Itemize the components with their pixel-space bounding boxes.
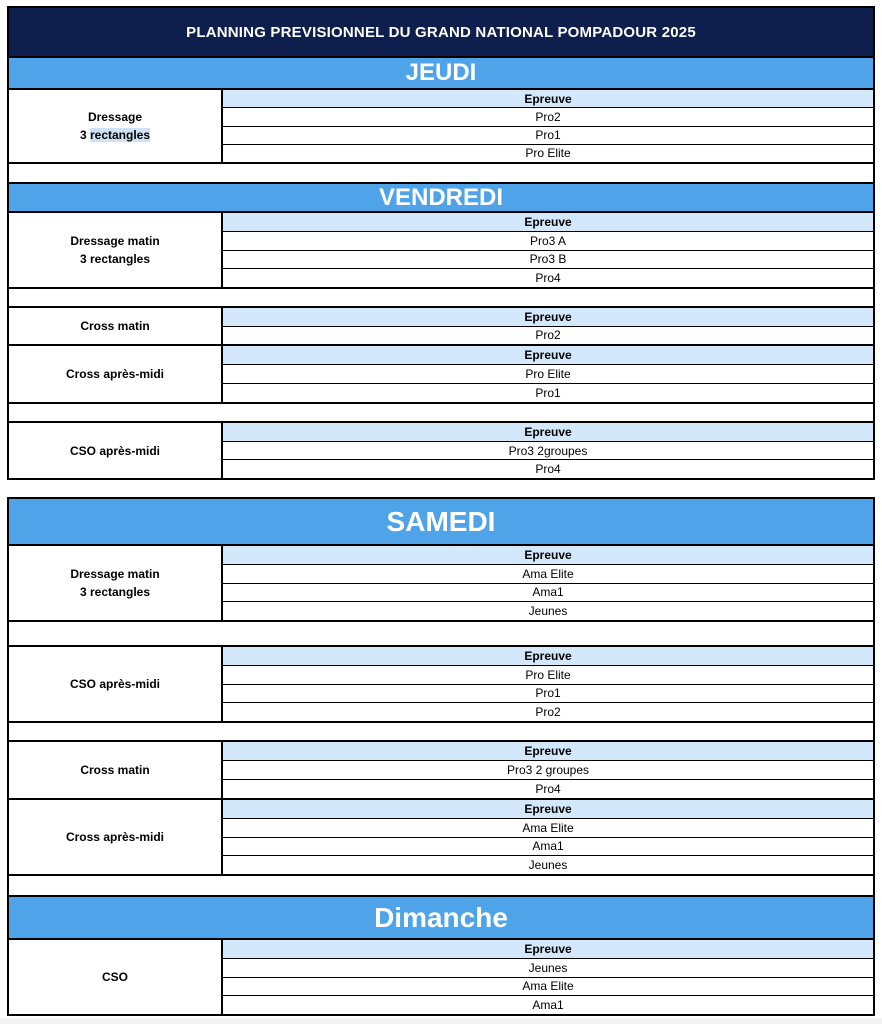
schedule-block-vendredi-cross-apres-midi (7, 344, 875, 404)
discipline-name: Cross après-midi (65, 367, 165, 381)
day-header-samedi: SAMEDI (7, 497, 875, 545)
event-row: Jeunes (223, 958, 873, 977)
day-header-jeudi: JEUDI (7, 58, 875, 88)
discipline-name: CSO après-midi (69, 677, 161, 691)
event-row: Ama1 (223, 837, 873, 856)
event-row: Pro1 (223, 126, 873, 144)
discipline-label (9, 546, 223, 620)
schedule-block-samedi-cso-apres-midi (7, 645, 875, 723)
discipline-name: Cross matin (80, 319, 150, 333)
event-list (223, 647, 873, 721)
discipline-label (9, 213, 223, 287)
discipline-label (9, 90, 223, 162)
spacer-row (7, 622, 875, 646)
day-header-vendredi: VENDREDI (7, 182, 875, 212)
event-row: Pro1 (223, 383, 873, 402)
page-bottom-edge (0, 1018, 882, 1024)
event-list (223, 308, 873, 344)
event-list (223, 213, 873, 287)
event-row: Pro3 2 groupes (223, 760, 873, 779)
event-row: Pro3 B (223, 250, 873, 269)
event-header: Epreuve (223, 800, 873, 818)
discipline-name: Dressage (87, 110, 143, 124)
event-row: Ama Elite (223, 977, 873, 996)
event-row: Jeunes (223, 855, 873, 874)
event-row: Jeunes (223, 601, 873, 620)
event-row: Pro4 (223, 459, 873, 478)
discipline-label (9, 940, 223, 1014)
event-row: Pro3 2groupes (223, 441, 873, 460)
event-list (223, 800, 873, 874)
discipline-detail: 3 rectangles (79, 128, 151, 142)
spacer-row (7, 289, 875, 307)
discipline-label (9, 423, 223, 478)
discipline-label (9, 800, 223, 874)
event-header: Epreuve (223, 647, 873, 665)
spacer-row (7, 164, 875, 182)
schedule-block-vendredi-cross-matin (7, 306, 875, 346)
event-list (223, 940, 873, 1014)
event-header: Epreuve (223, 940, 873, 958)
schedule-block-samedi-dressage (7, 544, 875, 622)
discipline-label (9, 308, 223, 344)
event-list (223, 423, 873, 478)
event-header: Epreuve (223, 346, 873, 364)
discipline-name: Dressage matin (70, 567, 160, 581)
event-row: Ama1 (223, 995, 873, 1014)
event-list (223, 346, 873, 402)
discipline-name: Cross matin (80, 763, 150, 777)
discipline-name: CSO (101, 970, 128, 984)
discipline-label (9, 742, 223, 798)
event-list (223, 90, 873, 162)
event-list (223, 742, 873, 798)
event-row: Pro2 (223, 107, 873, 125)
spacer-row (7, 404, 875, 422)
event-row: Pro4 (223, 779, 873, 798)
event-header: Epreuve (223, 546, 873, 564)
event-header: Epreuve (223, 308, 873, 326)
discipline-name: Cross après-midi (65, 830, 165, 844)
spacer-row (7, 876, 875, 896)
schedule-block-dimanche-cso (7, 938, 875, 1016)
event-header: Epreuve (223, 423, 873, 441)
event-header: Epreuve (223, 213, 873, 231)
schedule-block-vendredi-cso-apres-midi (7, 421, 875, 480)
event-row: Ama Elite (223, 564, 873, 583)
event-row: Pro Elite (223, 665, 873, 684)
event-row: Pro4 (223, 268, 873, 287)
page-title: PLANNING PREVISIONNEL DU GRAND NATIONAL POMPADOUR 2025 (7, 6, 875, 58)
event-row: Pro2 (223, 702, 873, 721)
discipline-label (9, 346, 223, 402)
discipline-name: CSO après-midi (69, 443, 161, 458)
spacer-row (7, 723, 875, 741)
event-row: Pro1 (223, 684, 873, 703)
schedule-block-vendredi-dressage (7, 211, 875, 289)
discipline-detail: 3 rectangles (79, 585, 151, 599)
schedule-block-samedi-cross-apres-midi (7, 798, 875, 876)
event-row: Pro Elite (223, 144, 873, 162)
event-list (223, 546, 873, 620)
event-row: Pro Elite (223, 364, 873, 383)
event-header: Epreuve (223, 742, 873, 760)
event-row: Pro3 A (223, 231, 873, 250)
event-row: Ama1 (223, 583, 873, 602)
schedule-block-samedi-cross-matin (7, 740, 875, 800)
schedule-block-jeudi-dressage (7, 88, 875, 164)
event-row: Ama Elite (223, 818, 873, 837)
day-header-dimanche: Dimanche (7, 895, 875, 939)
discipline-name: Dressage matin (70, 234, 160, 248)
event-header: Epreuve (223, 90, 873, 107)
discipline-label (9, 647, 223, 721)
event-row: Pro2 (223, 326, 873, 345)
discipline-detail: 3 rectangles (79, 252, 151, 266)
